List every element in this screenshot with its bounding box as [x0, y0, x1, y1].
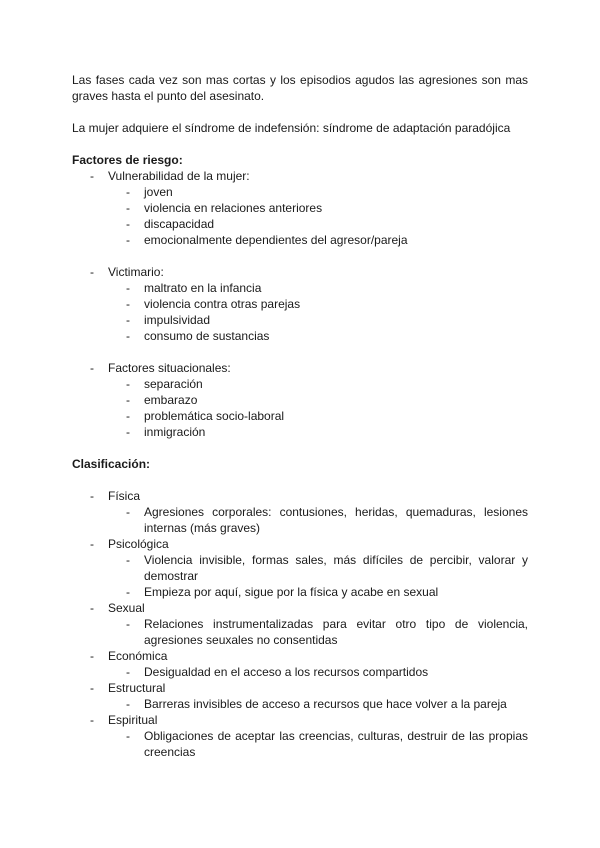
risk-group: [72, 168, 528, 248]
class-sublist: [108, 728, 528, 760]
class-sublist: [108, 696, 528, 712]
class-group-label: Económica: [108, 649, 168, 663]
bullet-dash: -: [90, 681, 94, 695]
risk-item-text: maltrato en la infancia: [144, 281, 262, 295]
class-group-label: Física: [108, 489, 141, 503]
class-sublist: [108, 552, 528, 600]
class-group-label: Psicológica: [108, 537, 169, 551]
bullet-dash: -: [126, 377, 130, 391]
bullet-dash: -: [126, 729, 130, 743]
risk-group-label: Factores situacionales:: [108, 361, 231, 375]
risk-item: [108, 408, 528, 424]
bullet-dash: -: [90, 537, 94, 551]
bullet-dash: -: [126, 217, 130, 231]
bullet-dash: -: [126, 553, 130, 567]
bullet-dash: -: [126, 585, 130, 599]
risk-item-text: consumo de sustancias: [144, 329, 270, 343]
risk-item-text: impulsividad: [144, 313, 211, 327]
class-group: [72, 680, 528, 712]
class-group-label: Sexual: [108, 601, 145, 615]
risk-item-text: violencia contra otras parejas: [144, 297, 301, 311]
intro-paragraph-1: Las fases cada vez son mas cortas y los episodios agudos las agresiones son mas graves hasta el punto del asesinato.: [72, 73, 528, 103]
risk-item-text: joven: [144, 185, 173, 199]
bullet-dash: -: [90, 169, 94, 183]
risk-item: [108, 392, 528, 408]
bullet-dash: -: [126, 617, 130, 631]
class-item-text: Empieza por aquí, sigue por la física y acabe en sexual: [144, 585, 439, 599]
bullet-dash: -: [126, 697, 130, 711]
bullet-dash: -: [126, 297, 130, 311]
risk-sublist: [108, 376, 528, 440]
bullet-dash: -: [126, 233, 130, 247]
class-item-text: Obligaciones de aceptar las creencias, culturas, destruir de las propias creencias: [144, 729, 528, 759]
bullet-dash: -: [90, 265, 94, 279]
risk-item-text: separación: [144, 377, 203, 391]
class-item-text: Barreras invisibles de acceso a recursos que hace volver a la pareja: [144, 697, 507, 711]
classification-heading: Clasificación:: [72, 457, 151, 471]
class-item-text: Violencia invisible, formas sales, más difíciles de percibir, valorar y demostrar: [144, 553, 528, 583]
risk-item: [108, 376, 528, 392]
classification-list: [72, 488, 528, 760]
intro-paragraph-2: La mujer adquiere el síndrome de indefensión: síndrome de adaptación paradójica: [72, 121, 511, 135]
risk-group: [72, 264, 528, 344]
class-item: [108, 584, 528, 600]
class-item: [108, 696, 528, 712]
bullet-dash: -: [90, 361, 94, 375]
class-item-text: Relaciones instrumentalizadas para evitar otro tipo de violencia, agresiones seuxales no consentidas: [144, 617, 528, 647]
bullet-dash: -: [90, 489, 94, 503]
bullet-dash: -: [126, 185, 130, 199]
risk-group-label: Vulnerabilidad de la mujer:: [108, 169, 250, 183]
risk-item: [108, 280, 528, 296]
risk-factors-heading: Factores de riesgo:: [72, 153, 183, 167]
bullet-dash: -: [90, 713, 94, 727]
class-group: [72, 488, 528, 536]
class-item: [108, 664, 528, 680]
risk-item-text: violencia en relaciones anteriores: [144, 201, 323, 215]
risk-sublist: [108, 280, 528, 344]
bullet-dash: -: [90, 649, 94, 663]
class-item-text: Desigualdad en el acceso a los recursos compartidos: [144, 665, 429, 679]
risk-item-text: inmigración: [144, 425, 206, 439]
risk-item-text: embarazo: [144, 393, 198, 407]
class-group-label: Estructural: [108, 681, 166, 695]
risk-item-text: discapacidad: [144, 217, 215, 231]
risk-item: [108, 424, 528, 440]
class-sublist: [108, 664, 528, 680]
risk-item-text: problemática socio-laboral: [144, 409, 285, 423]
risk-item: [108, 312, 528, 328]
bullet-dash: -: [126, 313, 130, 327]
class-item: [108, 504, 528, 536]
class-group: [72, 536, 528, 600]
class-group: [72, 648, 528, 680]
class-item: [108, 616, 528, 648]
class-group: [72, 712, 528, 760]
bullet-dash: -: [126, 201, 130, 215]
risk-group-label: Victimario:: [108, 265, 164, 279]
bullet-dash: -: [126, 281, 130, 295]
risk-item: [108, 328, 528, 344]
risk-item: [108, 200, 528, 216]
bullet-dash: -: [126, 425, 130, 439]
risk-sublist: [108, 184, 528, 248]
class-group-label: Espiritual: [108, 713, 158, 727]
bullet-dash: -: [126, 393, 130, 407]
class-item-text: Agresiones corporales: contusiones, heridas, quemaduras, lesiones internas (más graves): [144, 505, 528, 535]
group-spacer: [72, 344, 528, 360]
risk-factors-list: [72, 168, 528, 440]
risk-item: [108, 296, 528, 312]
risk-group: [72, 360, 528, 440]
document-page: [72, 72, 528, 760]
group-spacer: [72, 248, 528, 264]
bullet-dash: -: [126, 409, 130, 423]
class-group: [72, 600, 528, 648]
class-item: [108, 552, 528, 584]
risk-item-text: emocionalmente dependientes del agresor/pareja: [144, 233, 408, 247]
class-sublist: [108, 504, 528, 536]
bullet-dash: -: [126, 665, 130, 679]
risk-item: [108, 232, 528, 248]
class-item: [108, 728, 528, 760]
class-sublist: [108, 616, 528, 648]
risk-item: [108, 184, 528, 200]
bullet-dash: -: [126, 329, 130, 343]
bullet-dash: -: [90, 601, 94, 615]
bullet-dash: -: [126, 505, 130, 519]
risk-item: [108, 216, 528, 232]
